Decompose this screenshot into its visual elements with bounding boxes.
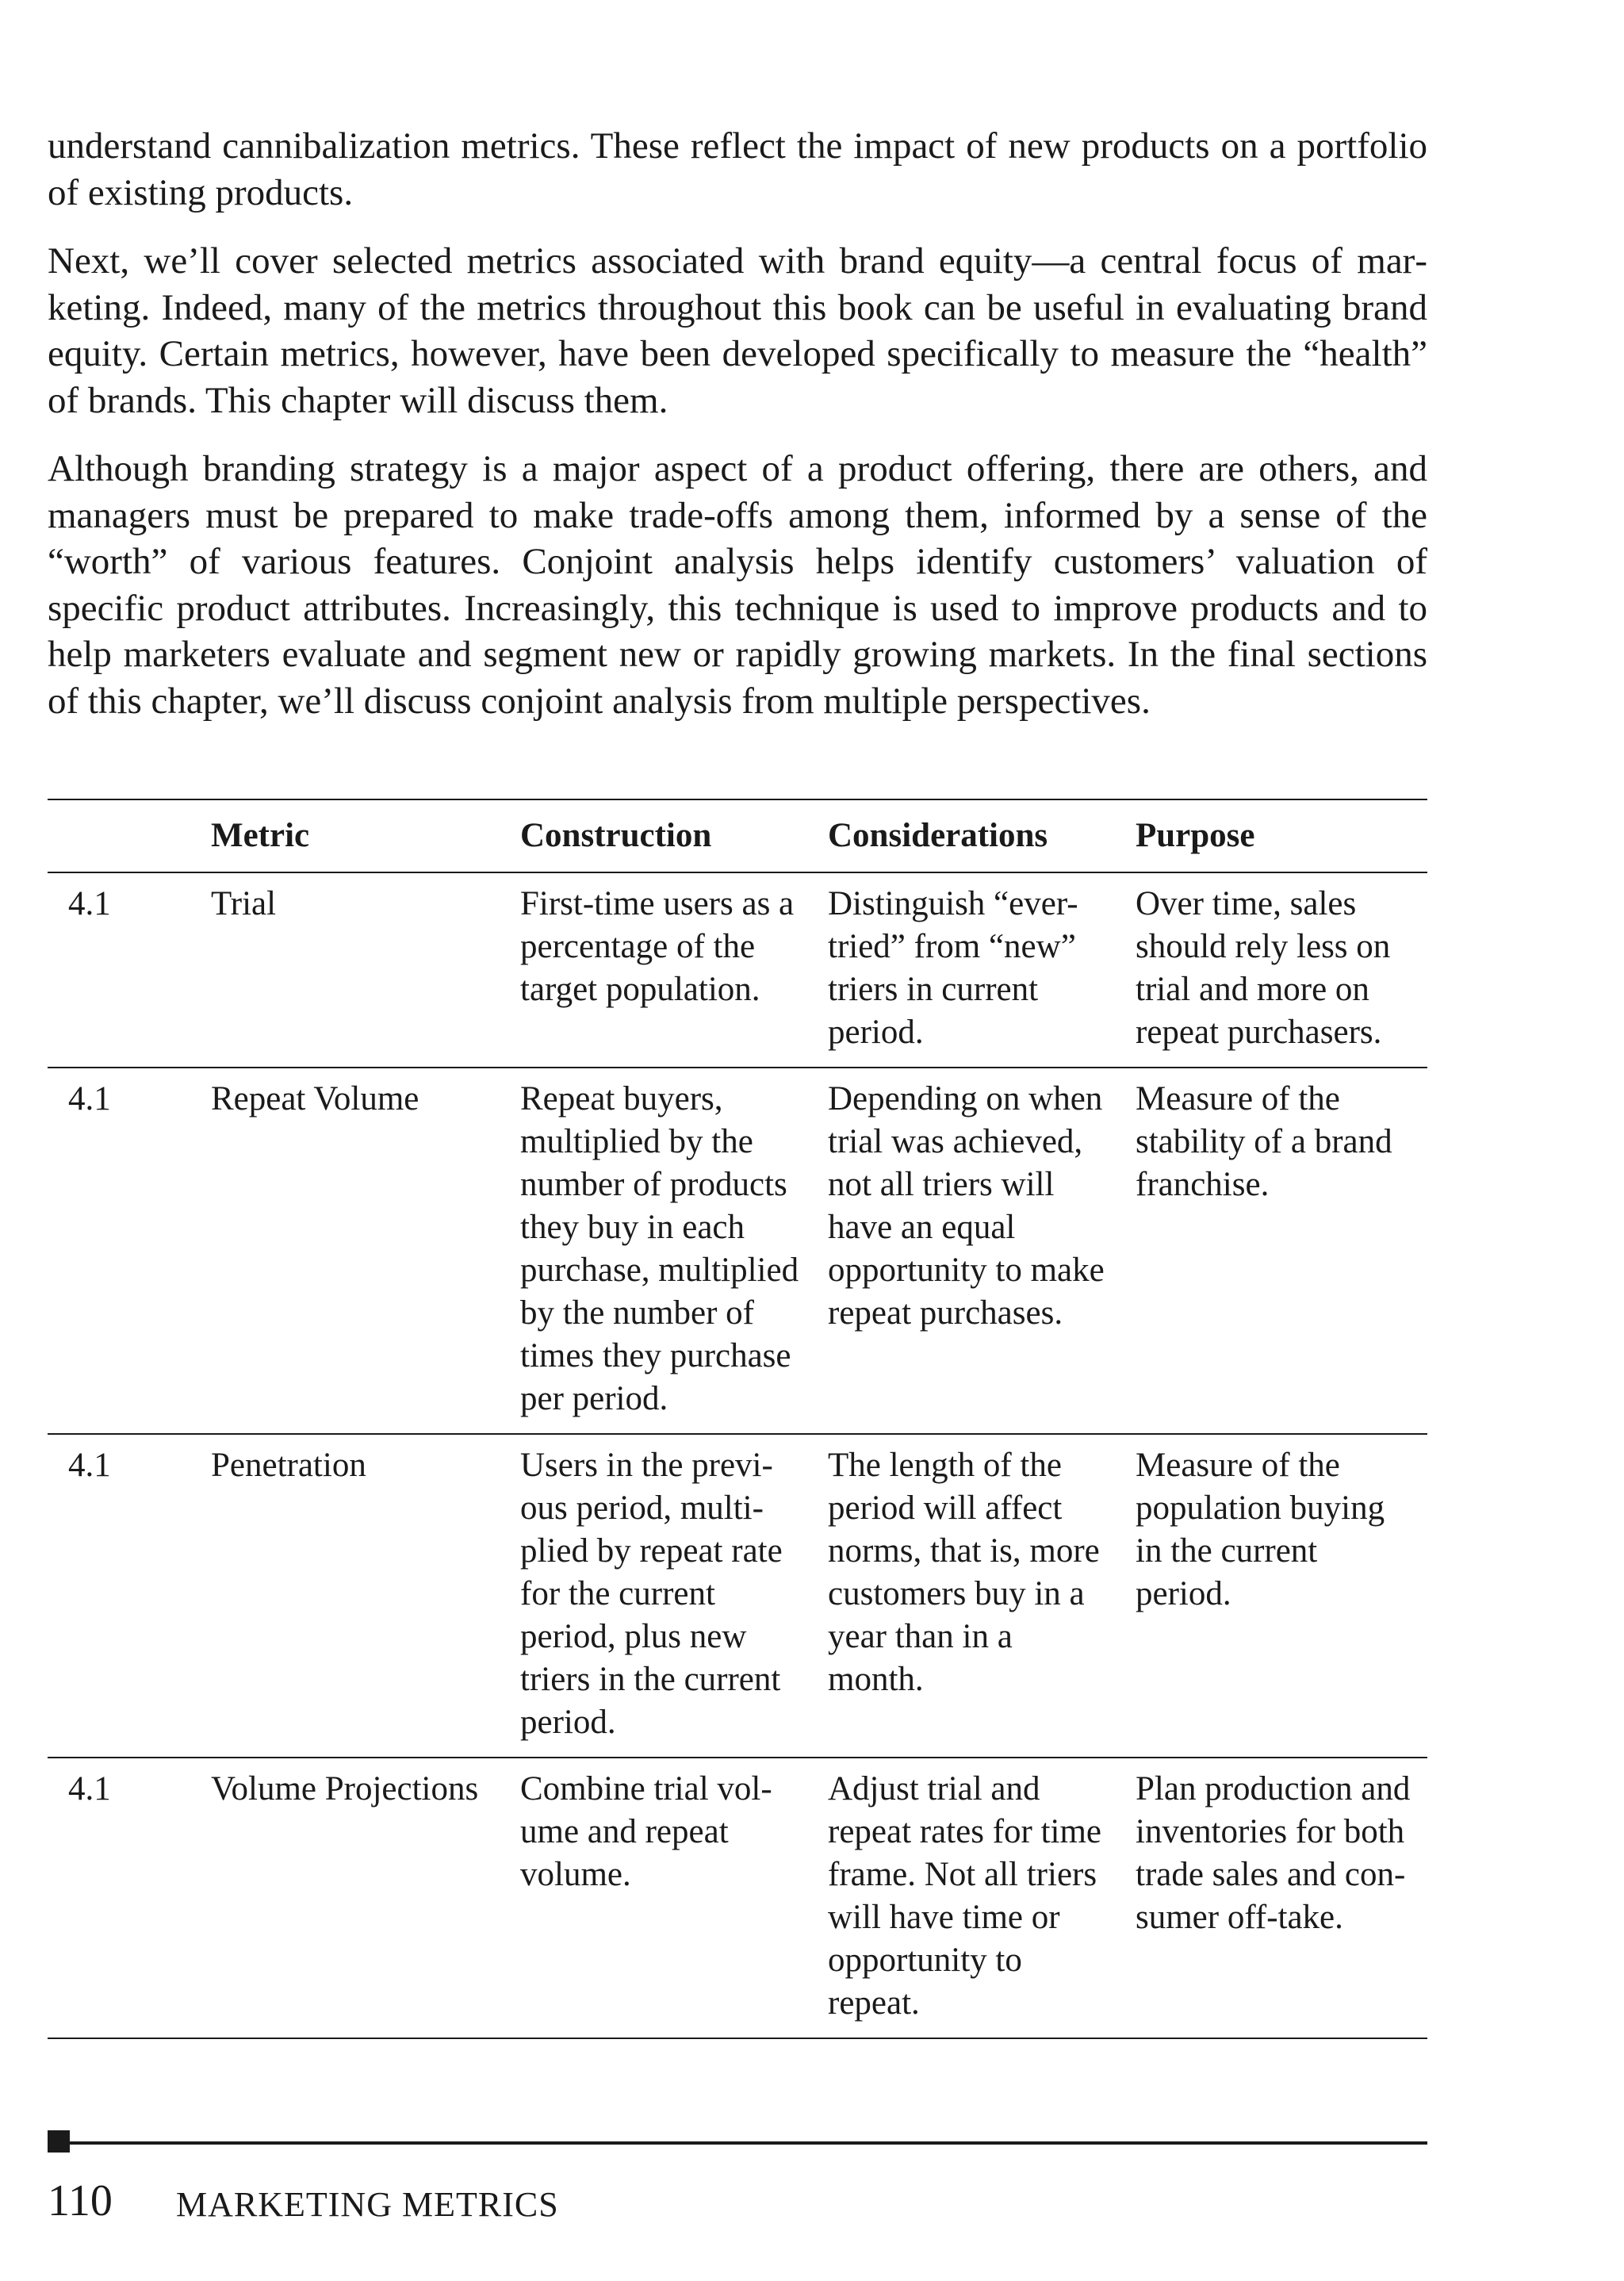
footer-rule: [48, 2141, 1427, 2145]
header-metric: Metric: [198, 799, 508, 872]
cell-purpose: Over time, sales should rely less on trial and more on repeat purchasers.: [1123, 872, 1427, 1068]
cell-considerations: Depending on when trial was achieved, not all triers will have an equal opportunity to make repeat purchases.: [815, 1068, 1123, 1434]
cell-metric: Trial: [198, 872, 508, 1068]
cell-considerations: Distinguish “ever-tried” from “new” triers in current period.: [815, 872, 1123, 1068]
header-construction: Construction: [508, 799, 815, 872]
table-header-row: [48, 799, 1427, 872]
cell-considerations: The length of the period will affect norms, that is, more customers buy in a year than in a month.: [815, 1434, 1123, 1758]
cell-purpose: Measure of the population buying in the current period.: [1123, 1434, 1427, 1758]
header-considerations: Considerations: [815, 799, 1123, 872]
cell-section: 4.1: [48, 1068, 198, 1434]
cell-section: 4.1: [48, 872, 198, 1068]
cell-metric: Repeat Volume: [198, 1068, 508, 1434]
cell-construction: Users in the previous period, multiplied by repeat rate for the current period, plus new triers in the current period.: [508, 1434, 815, 1758]
cell-purpose: Measure of the stability of a brand franchise.: [1123, 1068, 1427, 1434]
cell-construction: Repeat buyers, multiplied by the number of products they buy in each purchase, multiplied by the number of times they purchase per period.: [508, 1068, 815, 1434]
paragraph-conjoint-analysis: Although branding strategy is a major aspect of a product offering, there are others, and managers must be prepared to make trade-offs among them, informed by a sense of the “worth” of various features. Conjoint analysis helps identify customers’ valuation of specific product attributes. Increasingly, this technique is used to improve products and to help marketers evaluate and segment new or rapidly growing markets. In the final sections of this chapter, we’ll discuss conjoint analysis from multiple perspectives.: [48, 448, 1427, 722]
cell-construction: First-time users as a percentage of the target population.: [508, 872, 815, 1068]
cell-construction: Combine trial volume and repeat volume.: [508, 1758, 815, 2038]
running-head: MARKETING METRICS: [176, 2185, 559, 2224]
metrics-table: [48, 799, 1427, 2039]
cell-metric: Volume Projections: [198, 1758, 508, 2038]
table-row: [48, 1758, 1427, 2038]
header-purpose: Purpose: [1123, 799, 1427, 872]
cell-metric: Penetration: [198, 1434, 508, 1758]
table-row: [48, 1068, 1427, 1434]
cell-section: 4.1: [48, 1434, 198, 1758]
cell-section: 4.1: [48, 1758, 198, 2038]
paragraph-cannibalization: understand cannibalization metrics. These reflect the impact of new products on a portfolio of existing products.: [48, 125, 1427, 213]
cell-purpose: Plan production and inventories for both trade sales and consumer off-take.: [1123, 1758, 1427, 2038]
cell-considerations: Adjust trial and repeat rates for time frame. Not all triers will have time or opportunity to repeat.: [815, 1758, 1123, 2038]
header-section: [48, 799, 198, 872]
table-row: [48, 1434, 1427, 1758]
paragraph-brand-equity: Next, we’ll cover selected metrics associated with brand equity—a central focus of marketing. Indeed, many of the metrics throughout this book can be useful in evaluating brand equity. Certain metrics, however, have been developed specifically to measure the “health” of brands. This chapter will discuss them.: [48, 240, 1427, 421]
table-row: [48, 872, 1427, 1068]
page-number: 110: [48, 2176, 113, 2225]
body-text: [48, 123, 1427, 746]
